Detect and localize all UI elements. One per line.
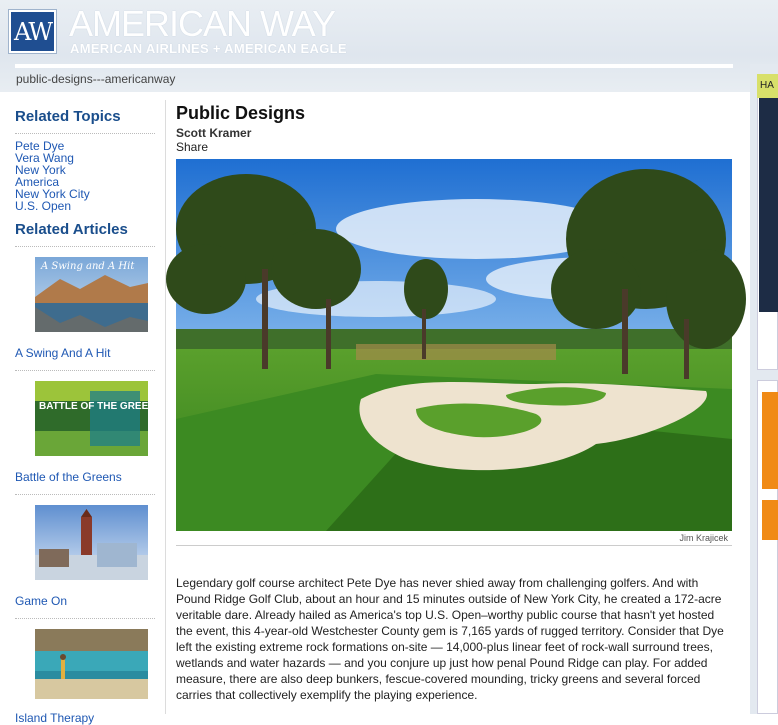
article-link-a-swing-and-a-hit[interactable]: A Swing And A Hit xyxy=(15,346,111,360)
divider xyxy=(15,133,155,134)
sidebar xyxy=(15,108,163,725)
topic-link-new-york-city[interactable]: New York City xyxy=(15,187,90,201)
aw-logo[interactable]: AW xyxy=(9,10,56,53)
topic-link-america[interactable]: America xyxy=(15,175,60,189)
hero-image xyxy=(176,159,732,531)
photo-credit-bar xyxy=(176,531,732,546)
topic-link-new-york[interactable]: New York xyxy=(15,163,66,177)
ad-image xyxy=(759,98,778,312)
divider xyxy=(15,494,155,495)
lake-mountain-image xyxy=(35,257,148,332)
golf-course-photo xyxy=(176,159,732,531)
topic-link-pete-dye[interactable]: Pete Dye xyxy=(15,139,65,153)
article-link-battle-of-the-greens[interactable]: Battle of the Greens xyxy=(15,470,122,484)
site-header xyxy=(0,0,778,92)
clock-tower-image xyxy=(35,505,148,580)
related-articles-heading: Related Articles xyxy=(15,221,128,238)
article-thumbnail[interactable] xyxy=(35,505,148,580)
battle-of-greens-image xyxy=(35,381,163,456)
related-topics-list xyxy=(15,140,155,212)
article-link-island-therapy[interactable]: Island Therapy xyxy=(15,711,95,725)
article-author[interactable]: Scott Kramer xyxy=(176,126,252,140)
article-thumbnail[interactable] xyxy=(35,257,148,332)
ad-label: HA xyxy=(757,74,778,98)
topic-link-vera-wang[interactable]: Vera Wang xyxy=(15,151,74,165)
article-main xyxy=(176,103,736,702)
divider xyxy=(15,370,155,371)
related-article[interactable] xyxy=(15,505,155,619)
photo-credit: Jim Krajicek xyxy=(679,533,728,543)
brand-tagline: AMERICAN AIRLINES + AMERICAN EAGLE xyxy=(70,41,347,56)
brand-name[interactable]: AMERICAN WAY xyxy=(69,3,336,44)
share-link[interactable]: Share xyxy=(176,140,209,154)
related-article[interactable] xyxy=(15,381,163,495)
article-body: Legendary golf course architect Pete Dye has never shied away from challenging golfers. And with Pound Ridge Golf Club, about an hour and 15 minutes outside of New York City, he created a 172-acre veritable dare. Already hailed as America's top U.S. Open–worthy public course that hasn't yet hosted the event, this 4-year-old Westchester County gem is 7,165 yards of rugged territory. Consider that Dye left the existing extreme rock formations on-site — 14,000-plus linear feet of rock-wall surround trees, wetlands and water hazards — and you conjure up just how penal Pound Ridge can play. For added measure, there are also deep bunkers, fescue-covered mounding, tricky greens and several forced carries that collectively exemplify the playing experience. xyxy=(176,576,724,702)
related-topics-heading: Related Topics xyxy=(15,108,121,125)
beach-image xyxy=(35,629,148,699)
ad-banner xyxy=(762,392,778,489)
article-thumbnail[interactable] xyxy=(35,381,163,456)
article-thumbnail[interactable] xyxy=(35,629,148,699)
related-article[interactable] xyxy=(15,257,155,371)
thumb-caption: BATTLE OF THE GREENS xyxy=(39,401,163,412)
related-article[interactable] xyxy=(15,629,155,725)
article-link-game-on[interactable]: Game On xyxy=(15,594,68,608)
breadcrumb: public-designs---americanway xyxy=(16,72,176,86)
topic-link-us-open[interactable]: U.S. Open xyxy=(15,199,72,213)
thumb-caption: A Swing and A Hit xyxy=(41,261,135,272)
header-rule xyxy=(15,64,733,68)
ad-button[interactable] xyxy=(762,500,778,540)
article-title: Public Designs xyxy=(176,103,306,123)
divider xyxy=(15,246,155,247)
divider xyxy=(15,618,155,619)
sidebar-divider xyxy=(165,100,166,714)
